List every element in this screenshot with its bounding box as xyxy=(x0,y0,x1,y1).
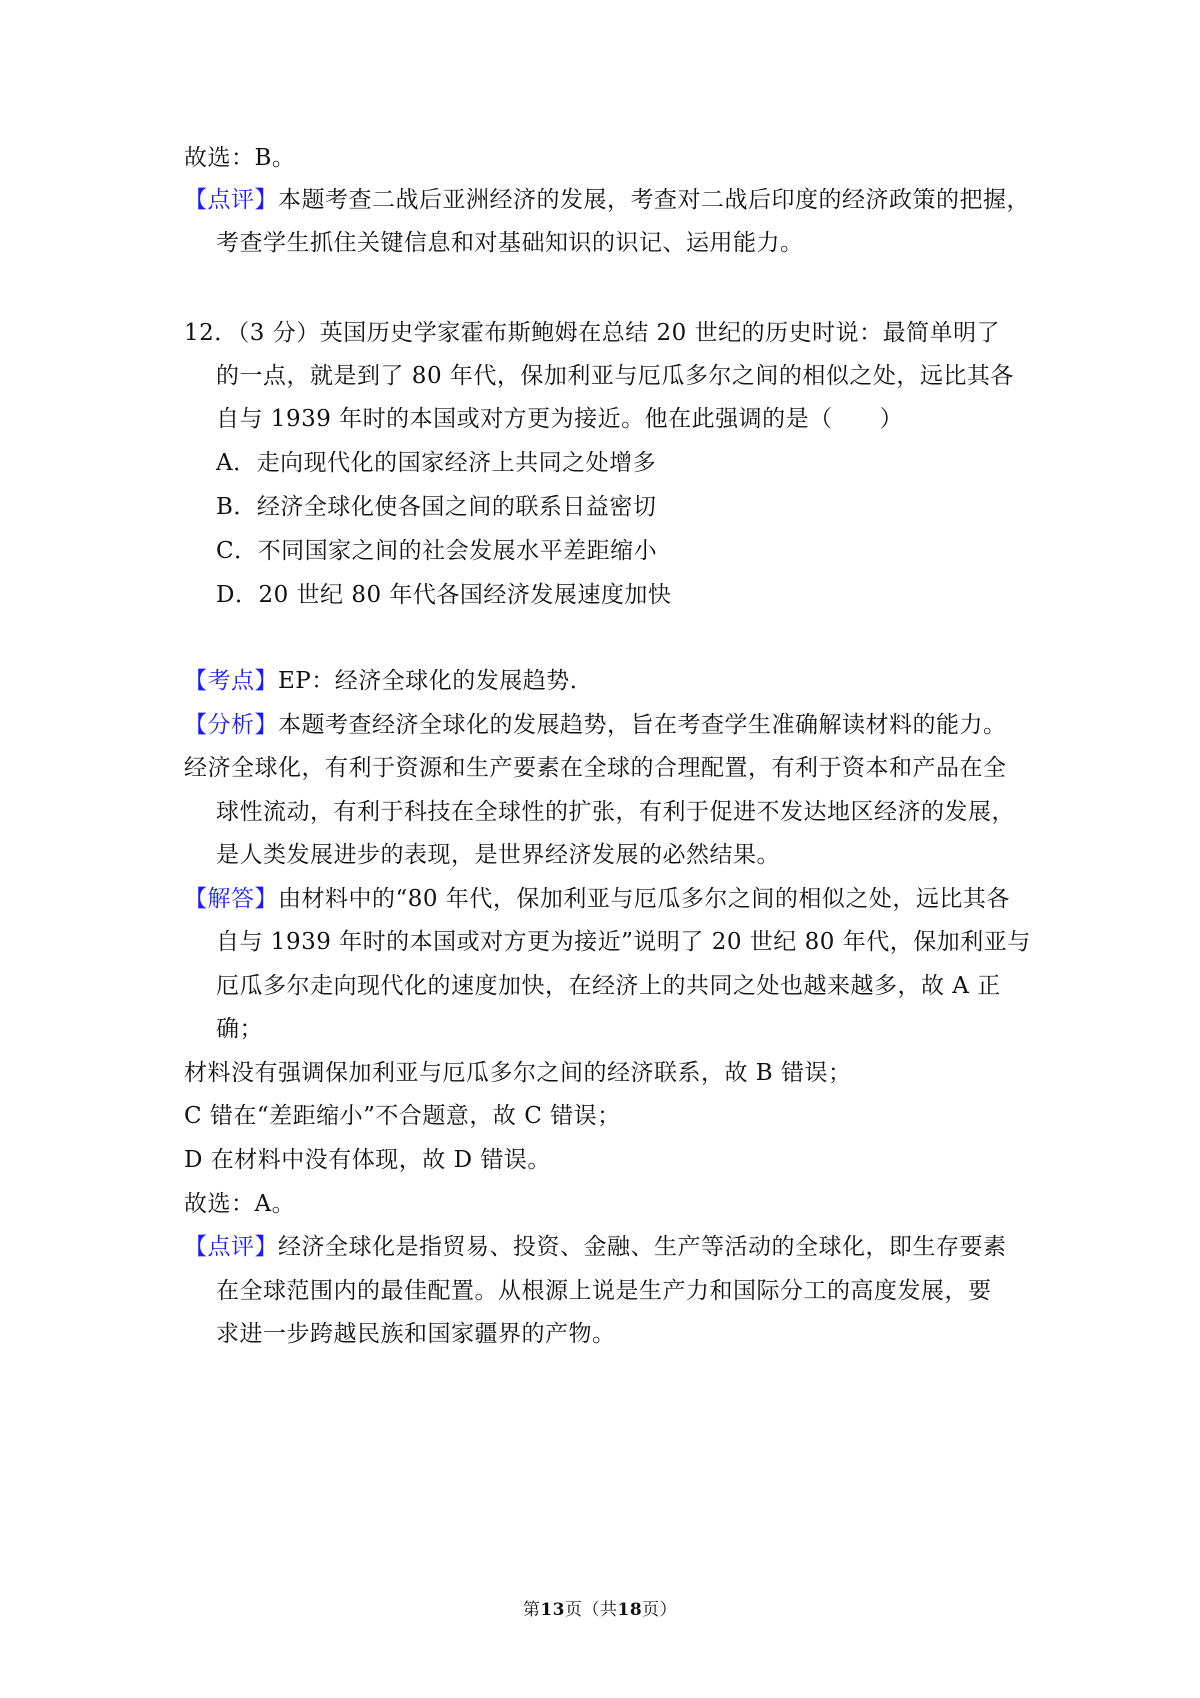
option-d: D．20 世纪 80 年代各国经济发展速度加快 xyxy=(216,582,672,608)
comment-tag: 【点评】 xyxy=(184,187,278,213)
conclusion-line-3: D 在材料中没有体现，故 D 错误。 xyxy=(184,1147,551,1173)
fenxi-cont-line-3: 是人类发展进步的表现，是世界经济发展的必然结果。 xyxy=(216,842,780,868)
jieda-cont-line-1: 自与 1939 年时的本国或对方更为接近”说明了 20 世纪 80 年代，保加利亚与 xyxy=(216,929,1031,955)
dianping-cont-line-1: 在全球范围内的最佳配置。从根源上说是生产力和国际分工的高度发展，要 xyxy=(216,1278,992,1304)
jieda-cont-line-2: 厄瓜多尔走向现代化的速度加快，在经济上的共同之处也越来越多，故 A 正 xyxy=(216,973,1001,999)
comment-text: 本题考查二战后亚洲经济的发展，考查对二战后印度的经济政策的把握， xyxy=(278,187,1030,213)
fenxi-text: 本题考查经济全球化的发展趋势，旨在考查学生准确解读材料的能力。 xyxy=(278,712,1007,738)
footer-total-pages: 18 xyxy=(617,1600,643,1620)
jieda-line xyxy=(184,884,1010,914)
option-a: A．走向现代化的国家经济上共同之处增多 xyxy=(216,450,657,476)
option-b: B．经济全球化使各国之间的联系日益密切 xyxy=(216,494,657,520)
previous-comment-line-2: 考查学生抓住关键信息和对基础知识的识记、运用能力。 xyxy=(216,230,804,256)
option-c: C．不同国家之间的社会发展水平差距缩小 xyxy=(216,538,658,564)
fenxi-cont-line-2: 球性流动，有利于科技在全球性的扩张，有利于促进不发达地区经济的发展， xyxy=(216,799,1015,825)
fenxi-tag: 【分析】 xyxy=(184,712,278,738)
dianping-tag: 【点评】 xyxy=(184,1234,278,1260)
footer-page-number: 13 xyxy=(540,1600,565,1620)
kaodian-line xyxy=(184,666,593,696)
footer-middle: 页（共 xyxy=(565,1600,618,1620)
final-answer: 故选：A。 xyxy=(184,1191,296,1217)
fenxi-line xyxy=(184,710,1007,740)
kaodian-text: EP：经济全球化的发展趋势． xyxy=(278,668,594,694)
previous-answer-choice: 故选：B。 xyxy=(184,145,296,171)
dianping-cont-line-2: 求进一步跨越民族和国家疆界的产物。 xyxy=(216,1321,616,1347)
footer-suffix: 页） xyxy=(642,1600,678,1620)
previous-comment-line-1 xyxy=(184,185,1030,215)
fenxi-cont-line-1: 经济全球化，有利于资源和生产要素在全球的合理配置，有利于资本和产品在全 xyxy=(184,755,1007,781)
question-stem-line-3: 自与 1939 年时的本国或对方更为接近。他在此强调的是（ ） xyxy=(216,406,904,432)
footer-prefix: 第 xyxy=(522,1600,541,1620)
kaodian-tag: 【考点】 xyxy=(184,668,278,694)
page-footer xyxy=(0,1598,1200,1622)
question-stem-line-2: 的一点，就是到了 80 年代，保加利亚与厄瓜多尔之间的相似之处，远比其各 xyxy=(216,363,1014,389)
jieda-cont-line-3: 确； xyxy=(216,1016,263,1042)
jieda-tag: 【解答】 xyxy=(184,886,278,912)
question-stem-line-1: 12．（3 分）英国历史学家霍布斯鲍姆在总结 20 世纪的历史时说：最简单明了 xyxy=(184,320,1001,346)
jieda-text: 由材料中的“80 年代，保加利亚与厄瓜多尔之间的相似之处，远比其各 xyxy=(278,886,1010,912)
dianping-line xyxy=(184,1232,1007,1262)
conclusion-line-2: C 错在“差距缩小”不合题意，故 C 错误； xyxy=(184,1103,621,1129)
dianping-text: 经济全球化是指贸易、投资、金融、生产等活动的全球化，即生存要素 xyxy=(278,1234,1007,1260)
conclusion-line-1: 材料没有强调保加利亚与厄瓜多尔之间的经济联系，故 B 错误； xyxy=(184,1060,852,1086)
